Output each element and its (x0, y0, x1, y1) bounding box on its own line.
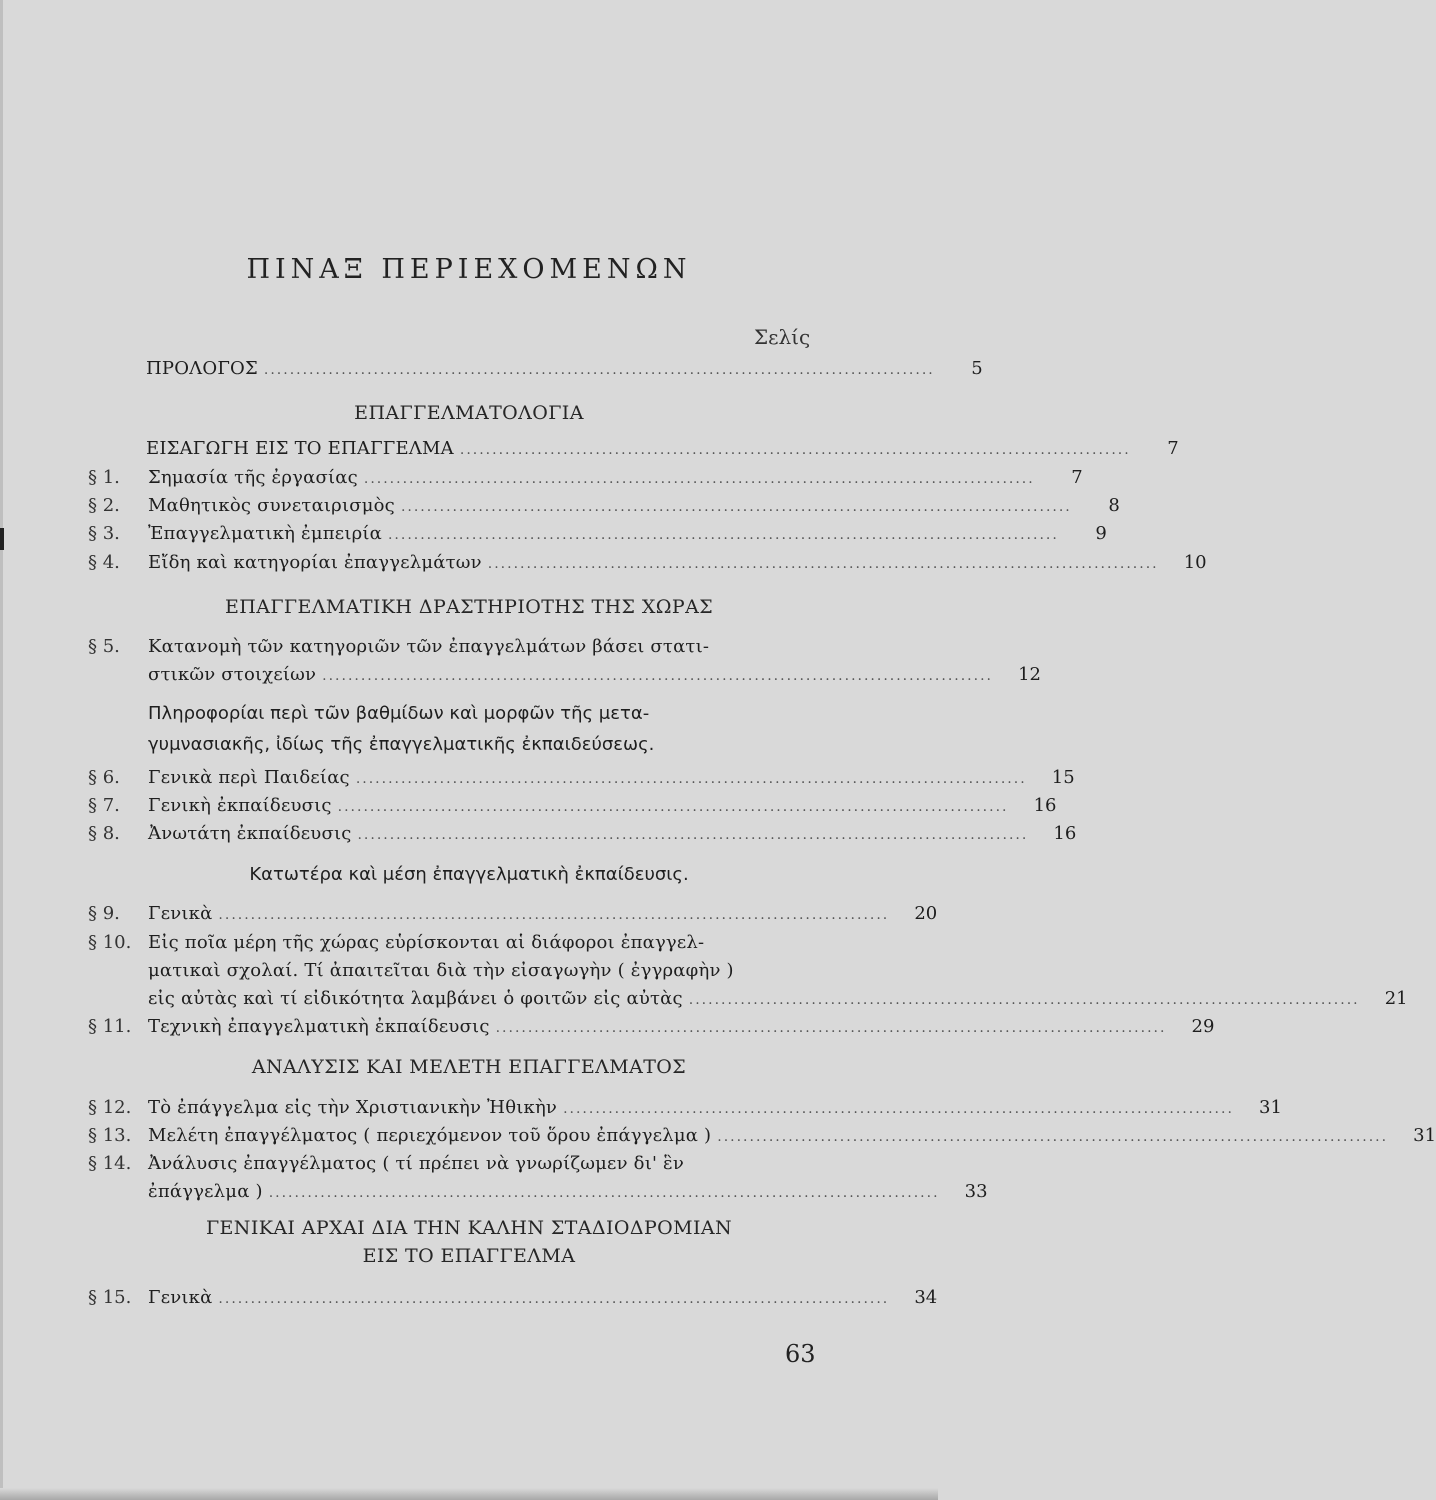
toc-entry: § 12. Τὸ ἐπάγγελμα εἰς τὴν Χριστιανικὴν Ἠθικὴν ........................................................................................................ 31 (88, 1097, 1282, 1118)
page-left-edge (0, 0, 3, 1500)
leader-dots: ........................................................................................................ (263, 362, 935, 378)
toc-entry: § 2. Μαθητικὸς συνεταιρισμὸς ........................................................................................................ 8 (88, 495, 1120, 516)
toc-entry-intro: ΕΙΣΑΓΩΓΗ ΕΙΣ ΤΟ ΕΠΑΓΓΕΛΜΑ ........................................................................................................ 7 (146, 438, 1179, 459)
toc-entry: § 8. Ἀνωτάτη ἐκπαίδευσις ........................................................................................................ 16 (88, 823, 1077, 844)
toc-entry: § 13. Μελέτη ἐπαγγέλματος ( περιεχόμενον τοῦ ὅρου ἐπάγγελμα ) ........................................................................................................ 31 (88, 1125, 1436, 1146)
toc-entry: § 9. Γενικὰ ........................................................................................................ 20 (88, 903, 938, 924)
page-number: 63 (785, 1340, 816, 1368)
toc-entry-prologue: ΠΡΟΛΟΓΟΣ ........................................................................................................ 5 (88, 356, 810, 382)
toc-entry-continuation: στικῶν στοιχείων ........................................................................................................ 12 (148, 664, 1041, 685)
toc-entry: § 3. Ἐπαγγελματικὴ ἐμπειρία ........................................................................................................ 9 (88, 523, 1107, 544)
section-heading: ΕΠΑΓΓΕΛΜΑΤΟΛΟΓΙΑ (354, 402, 584, 424)
pages-column-label: Σελίς (754, 325, 811, 349)
toc-entry-continuation: ἐπάγγελμα ) ........................................................................................................ 33 (148, 1181, 988, 1202)
toc-entry: § 6. Γενικὰ περὶ Παιδείας ........................................................................................................ 15 (88, 767, 1075, 788)
toc-entry: § 4. Εἴδη καὶ κατηγορίαι ἐπαγγελμάτων ........................................................................................................ 10 (88, 552, 1207, 573)
section-heading: ΑΝΑΛΥΣΙΣ ΚΑΙ ΜΕΛΕΤΗ ΕΠΑΓΓΕΛΜΑΤΟΣ (251, 1056, 687, 1078)
toc-entry: § 1. Σημασία τῆς ἐργασίας ........................................................................................................ 7 (88, 467, 1083, 488)
toc-entry: § 7. Γενικὴ ἐκπαίδευσις ........................................................................................................ 16 (88, 795, 1057, 816)
section-heading: ΕΠΑΓΓΕΛΜΑΤΙΚΗ ΔΡΑΣΤΗΡΙΟΤΗΣ ΤΗΣ ΧΩΡΑΣ (224, 596, 714, 618)
toc-entry: § 14. Ἀνάλυσις ἐπαγγέλματος ( τί πρέπει νὰ γνωρίζωμεν δι' ἓν (88, 1153, 685, 1174)
toc-entry-continuation: ματικαὶ σχολαί. Τί ἀπαιτεῖται διὰ τὴν εἰσαγωγὴν ( ἐγγραφὴν ) (148, 960, 734, 981)
scan-margin-mark (0, 528, 4, 550)
toc-entry: § 10. Εἰς ποῖα μέρη τῆς χώρας εὑρίσκονται αἱ διάφοροι ἐπαγγελ- (88, 932, 705, 953)
subsection-heading: Πληροφορίαι περὶ τῶν βαθμίδων καὶ μορφῶν τῆς μετα- γυμνασιακῆς, ἰδίως τῆς ἐπαγγελματικῆς ἐκπαιδεύσεως. (148, 703, 655, 755)
toc-entry-continuation: εἰς αὐτὰς καὶ τί εἰδικότητα λαμβάνει ὁ φοιτῶν εἰς αὐτὰς ........................................................................................................ 21 (148, 988, 1408, 1009)
page-bottom-edge (0, 1488, 938, 1500)
section-heading: ΓΕΝΙΚΑΙ ΑΡΧΑΙ ΔΙΑ ΤΗΝ ΚΑΛΗΝ ΣΤΑΔΙΟΔΡΟΜΙΑΝ (205, 1217, 733, 1239)
toc-entry: § 15. Γενικὰ ........................................................................................................ 34 (88, 1287, 938, 1308)
page-title: ΠΙΝΑΞ ΠΕΡΙΕΧΟΜΕΝΩΝ (246, 254, 692, 285)
section-heading: ΕΙΣ ΤΟ ΕΠΑΓΓΕΛΜΑ (362, 1245, 576, 1267)
subsection-heading: Κατωτέρα καὶ μέση ἐπαγγελματικὴ ἐκπαίδευσις. (249, 864, 689, 885)
toc-entry: § 5. Κατανομὴ τῶν κατηγοριῶν τῶν ἐπαγγελμάτων βάσει στατι- (88, 636, 710, 657)
toc-entry: § 11. Τεχνικὴ ἐπαγγελματικὴ ἐκπαίδευσις ........................................................................................................ 29 (88, 1016, 1215, 1037)
